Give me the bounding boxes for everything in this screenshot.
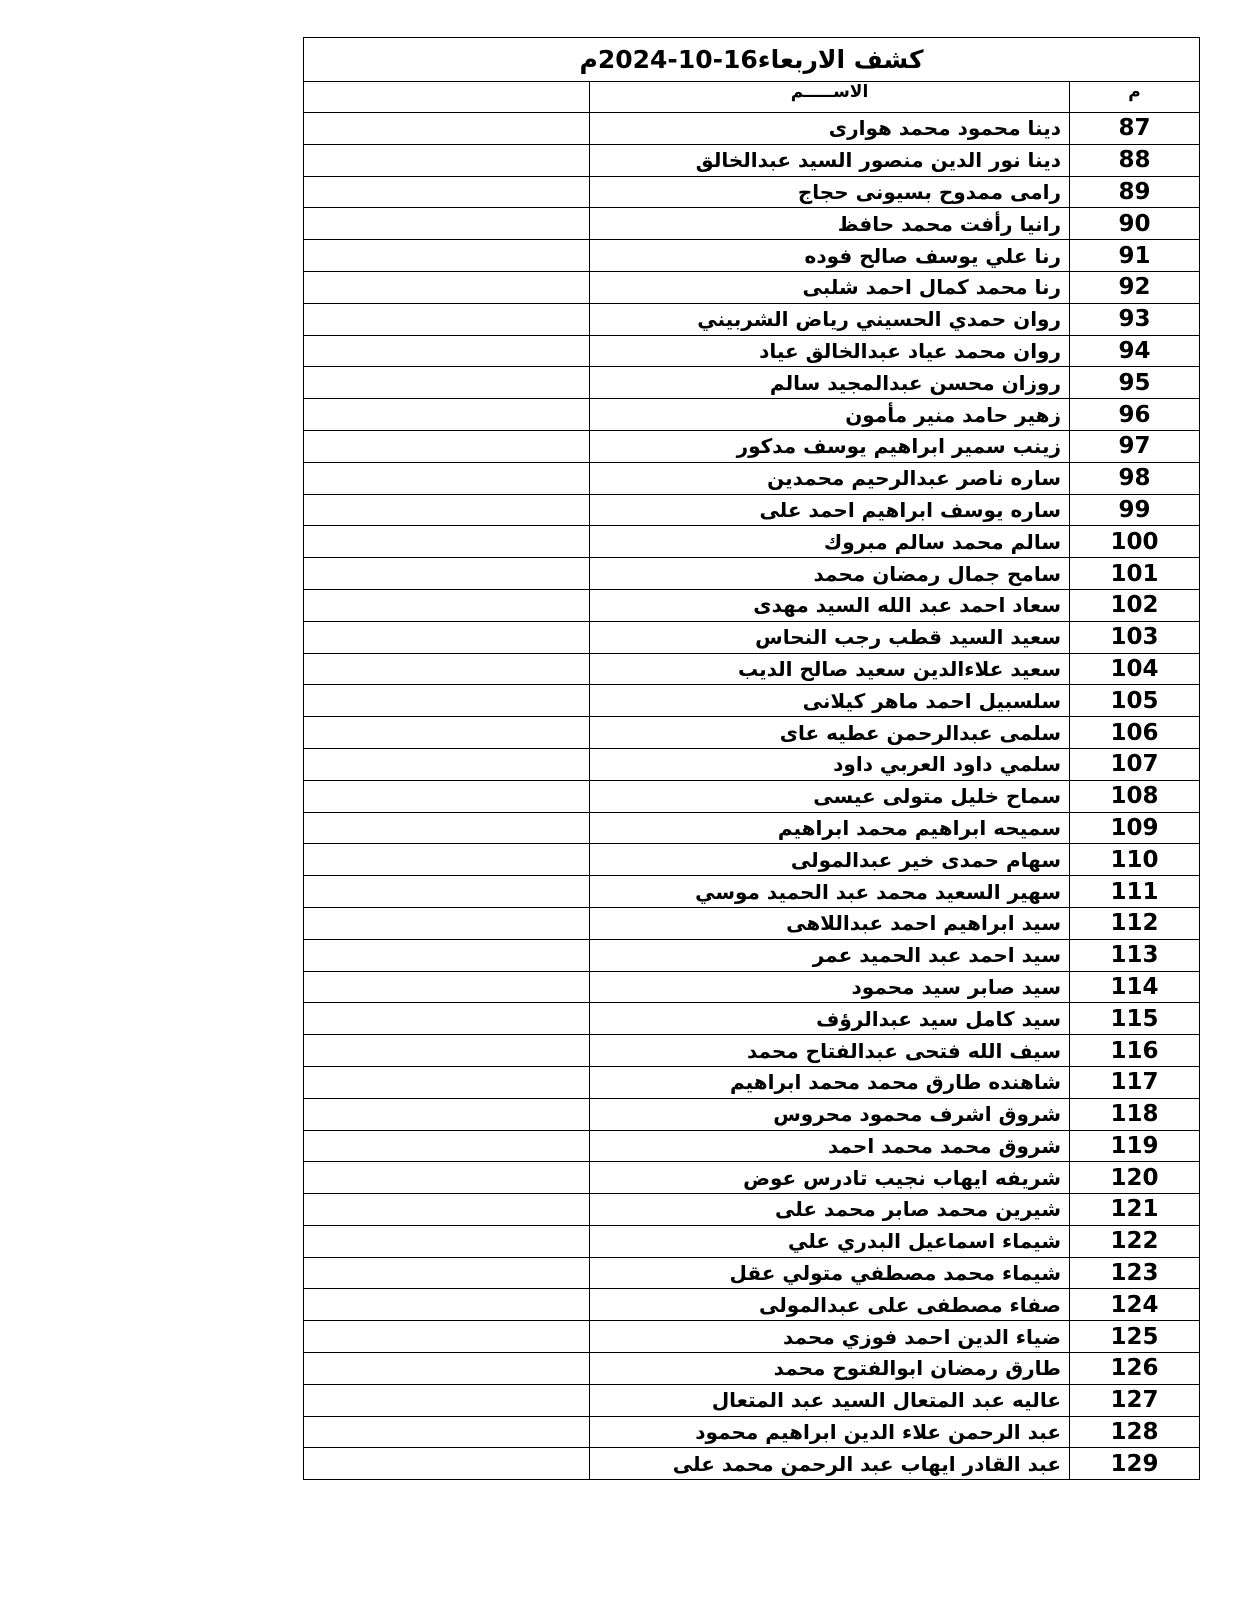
sheet-body <box>304 38 1200 1480</box>
blank-cell <box>304 1066 590 1098</box>
blank-cell <box>304 1162 590 1194</box>
blank-cell <box>304 1035 590 1067</box>
table-row <box>304 876 1200 908</box>
name-cell: شروق اشرف محمود محروس <box>590 1098 1070 1130</box>
blank-cell <box>304 558 590 590</box>
blank-cell <box>304 1353 590 1385</box>
table-row <box>304 1035 1200 1067</box>
number-cell: 119 <box>1070 1130 1200 1162</box>
header-row <box>304 82 1200 113</box>
blank-cell <box>304 1098 590 1130</box>
table-row <box>304 1384 1200 1416</box>
number-cell: 128 <box>1070 1416 1200 1448</box>
blank-cell <box>304 1225 590 1257</box>
table-row <box>304 971 1200 1003</box>
number-cell: 101 <box>1070 558 1200 590</box>
number-cell: 89 <box>1070 176 1200 208</box>
number-cell: 97 <box>1070 430 1200 462</box>
number-cell: 92 <box>1070 271 1200 303</box>
header-name: الاســـــم <box>590 82 1070 113</box>
name-cell: سيد صابر سيد محمود <box>590 971 1070 1003</box>
blank-cell <box>304 335 590 367</box>
name-cell: رامى ممدوح بسيونى حجاج <box>590 176 1070 208</box>
table-row <box>304 526 1200 558</box>
table-row <box>304 653 1200 685</box>
table-row <box>304 1257 1200 1289</box>
name-cell: دينا نور الدين منصور السيد عبدالخالق <box>590 144 1070 176</box>
name-cell: ضياء الدين احمد فوزي محمد <box>590 1321 1070 1353</box>
name-cell: شيماء اسماعيل البدري علي <box>590 1225 1070 1257</box>
name-cell: ساره ناصر عبدالرحيم محمدين <box>590 462 1070 494</box>
table-row <box>304 208 1200 240</box>
number-cell: 103 <box>1070 621 1200 653</box>
table-row <box>304 462 1200 494</box>
table-row <box>304 1321 1200 1353</box>
name-cell: سلمي داود العربي داود <box>590 748 1070 780</box>
blank-cell <box>304 1130 590 1162</box>
table-row <box>304 176 1200 208</box>
number-cell: 123 <box>1070 1257 1200 1289</box>
blank-cell <box>304 1289 590 1321</box>
table-row <box>304 1353 1200 1385</box>
table-row <box>304 399 1200 431</box>
blank-cell <box>304 939 590 971</box>
blank-cell <box>304 1321 590 1353</box>
name-cell: سيف الله فتحى عبدالفتاح محمد <box>590 1035 1070 1067</box>
table-row <box>304 939 1200 971</box>
blank-cell <box>304 589 590 621</box>
table-row <box>304 430 1200 462</box>
blank-cell <box>304 494 590 526</box>
name-cell: رنا علي يوسف صالح فوده <box>590 240 1070 272</box>
blank-cell <box>304 621 590 653</box>
number-cell: 129 <box>1070 1448 1200 1480</box>
name-cell: رانيا رأفت محمد حافظ <box>590 208 1070 240</box>
number-cell: 90 <box>1070 208 1200 240</box>
table-row <box>304 1003 1200 1035</box>
name-cell: سعيد علاءالدين سعيد صالح الديب <box>590 653 1070 685</box>
name-cell: طارق رمضان ابوالفتوح محمد <box>590 1353 1070 1385</box>
table-row <box>304 1098 1200 1130</box>
blank-cell <box>304 240 590 272</box>
number-cell: 88 <box>1070 144 1200 176</box>
number-cell: 95 <box>1070 367 1200 399</box>
number-cell: 117 <box>1070 1066 1200 1098</box>
number-cell: 93 <box>1070 303 1200 335</box>
name-cell: سماح خليل متولى عيسى <box>590 780 1070 812</box>
table-row <box>304 907 1200 939</box>
number-cell: 91 <box>1070 240 1200 272</box>
blank-cell <box>304 113 590 145</box>
blank-cell <box>304 144 590 176</box>
name-cell: شاهنده طارق محمد محمد ابراهيم <box>590 1066 1070 1098</box>
number-cell: 126 <box>1070 1353 1200 1385</box>
name-cell: روزان محسن عبدالمجيد سالم <box>590 367 1070 399</box>
number-cell: 96 <box>1070 399 1200 431</box>
blank-cell <box>304 1194 590 1226</box>
number-cell: 109 <box>1070 812 1200 844</box>
name-cell: شيرين محمد صابر محمد على <box>590 1194 1070 1226</box>
name-cell: سهير السعيد محمد عبد الحميد موسي <box>590 876 1070 908</box>
number-cell: 100 <box>1070 526 1200 558</box>
blank-cell <box>304 907 590 939</box>
number-cell: 115 <box>1070 1003 1200 1035</box>
sheet-title: كشف الاربعاء16-10-2024م <box>304 38 1200 82</box>
blank-cell <box>304 303 590 335</box>
blank-cell <box>304 876 590 908</box>
table-row <box>304 1130 1200 1162</box>
table-row <box>304 1289 1200 1321</box>
number-cell: 114 <box>1070 971 1200 1003</box>
number-cell: 120 <box>1070 1162 1200 1194</box>
blank-cell <box>304 812 590 844</box>
number-cell: 116 <box>1070 1035 1200 1067</box>
name-cell: شيماء محمد مصطفي متولي عقل <box>590 1257 1070 1289</box>
name-cell: عاليه عبد المتعال السيد عبد المتعال <box>590 1384 1070 1416</box>
table-row <box>304 240 1200 272</box>
blank-cell <box>304 271 590 303</box>
number-cell: 102 <box>1070 589 1200 621</box>
number-cell: 118 <box>1070 1098 1200 1130</box>
number-cell: 105 <box>1070 685 1200 717</box>
blank-cell <box>304 1384 590 1416</box>
blank-cell <box>304 971 590 1003</box>
table-row <box>304 144 1200 176</box>
name-cell: زهير حامد منير مأمون <box>590 399 1070 431</box>
number-cell: 125 <box>1070 1321 1200 1353</box>
table-row <box>304 717 1200 749</box>
blank-cell <box>304 1448 590 1480</box>
blank-cell <box>304 462 590 494</box>
table-row <box>304 1225 1200 1257</box>
number-cell: 111 <box>1070 876 1200 908</box>
number-cell: 87 <box>1070 113 1200 145</box>
table-row <box>304 367 1200 399</box>
number-cell: 112 <box>1070 907 1200 939</box>
name-cell: دينا محمود محمد هوارى <box>590 113 1070 145</box>
table-row <box>304 685 1200 717</box>
name-cell: سيد ابراهيم احمد عبداللاهى <box>590 907 1070 939</box>
table-row <box>304 1066 1200 1098</box>
table-row <box>304 558 1200 590</box>
number-cell: 104 <box>1070 653 1200 685</box>
table-row <box>304 589 1200 621</box>
table-row <box>304 812 1200 844</box>
blank-cell <box>304 430 590 462</box>
attendance-sheet <box>303 37 1200 1480</box>
table-row <box>304 621 1200 653</box>
name-cell: سعاد احمد عبد الله السيد مهدى <box>590 589 1070 621</box>
number-cell: 122 <box>1070 1225 1200 1257</box>
number-cell: 106 <box>1070 717 1200 749</box>
blank-cell <box>304 1257 590 1289</box>
header-blank-cell <box>304 82 590 113</box>
table-row <box>304 303 1200 335</box>
name-cell: عبد القادر ايهاب عبد الرحمن محمد على <box>590 1448 1070 1480</box>
name-cell: عبد الرحمن علاء الدين ابراهيم محمود <box>590 1416 1070 1448</box>
blank-cell <box>304 780 590 812</box>
table-row <box>304 1162 1200 1194</box>
table-row <box>304 780 1200 812</box>
blank-cell <box>304 208 590 240</box>
name-cell: سميحه ابراهيم محمد ابراهيم <box>590 812 1070 844</box>
table-row <box>304 1194 1200 1226</box>
name-cell: سلمى عبدالرحمن عطيه عاى <box>590 717 1070 749</box>
number-cell: 107 <box>1070 748 1200 780</box>
name-cell: زينب سمير ابراهيم يوسف مدكور <box>590 430 1070 462</box>
table-row <box>304 1448 1200 1480</box>
number-cell: 127 <box>1070 1384 1200 1416</box>
blank-cell <box>304 367 590 399</box>
number-cell: 94 <box>1070 335 1200 367</box>
name-cell: رنا محمد كمال احمد شلبى <box>590 271 1070 303</box>
blank-cell <box>304 717 590 749</box>
name-cell: سيد كامل سيد عبدالرؤف <box>590 1003 1070 1035</box>
number-cell: 98 <box>1070 462 1200 494</box>
blank-cell <box>304 526 590 558</box>
name-cell: روان محمد عياد عبدالخالق عياد <box>590 335 1070 367</box>
number-cell: 124 <box>1070 1289 1200 1321</box>
number-cell: 113 <box>1070 939 1200 971</box>
blank-cell <box>304 653 590 685</box>
blank-cell <box>304 399 590 431</box>
blank-cell <box>304 748 590 780</box>
name-cell: شروق محمد محمد احمد <box>590 1130 1070 1162</box>
name-cell: سعيد السيد قطب رجب النحاس <box>590 621 1070 653</box>
number-cell: 110 <box>1070 844 1200 876</box>
name-cell: سهام حمدى خير عبدالمولى <box>590 844 1070 876</box>
blank-cell <box>304 176 590 208</box>
table-row <box>304 748 1200 780</box>
name-cell: سلسبيل احمد ماهر كيلانى <box>590 685 1070 717</box>
name-cell: سامح جمال رمضان محمد <box>590 558 1070 590</box>
name-cell: سيد احمد عبد الحميد عمر <box>590 939 1070 971</box>
name-cell: ساره يوسف ابراهيم احمد على <box>590 494 1070 526</box>
table-row <box>304 335 1200 367</box>
number-cell: 108 <box>1070 780 1200 812</box>
blank-cell <box>304 1416 590 1448</box>
table-row <box>304 113 1200 145</box>
name-cell: صفاء مصطفى على عبدالمولى <box>590 1289 1070 1321</box>
table-row <box>304 844 1200 876</box>
blank-cell <box>304 1003 590 1035</box>
name-cell: روان حمدي الحسيني رياض الشربيني <box>590 303 1070 335</box>
name-cell: سالم محمد سالم مبروك <box>590 526 1070 558</box>
header-number: م <box>1070 82 1200 113</box>
number-cell: 99 <box>1070 494 1200 526</box>
name-cell: شريفه ايهاب نجيب تادرس عوض <box>590 1162 1070 1194</box>
blank-cell <box>304 844 590 876</box>
number-cell: 121 <box>1070 1194 1200 1226</box>
table-row <box>304 271 1200 303</box>
blank-cell <box>304 685 590 717</box>
table-row <box>304 1416 1200 1448</box>
table-row <box>304 494 1200 526</box>
title-row <box>304 38 1200 82</box>
